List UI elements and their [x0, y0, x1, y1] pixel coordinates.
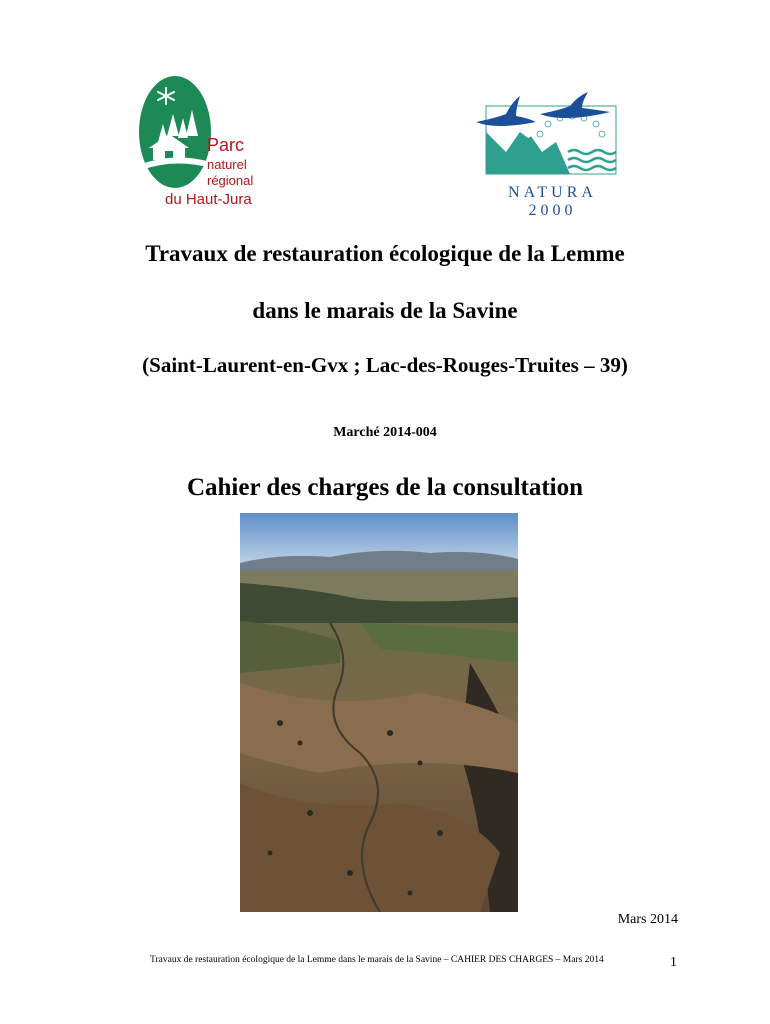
- page-footer: Travaux de restauration écologique de la Lemme dans le marais de la Savine – CAHIER DES CHARGES – Mars 2014: [150, 955, 604, 965]
- contract-number: Marché 2014-004: [333, 425, 437, 440]
- regional-word: régional: [207, 173, 254, 188]
- parc-haut-jura-logo: [135, 74, 255, 210]
- page-number: 1: [670, 955, 677, 970]
- location-line: (Saint-Laurent-en-Gvx ; Lac-des-Rouges-Truites – 39): [142, 353, 628, 377]
- document-title-line1: Travaux de restauration écologique de la Lemme: [145, 241, 625, 266]
- document-date: Mars 2014: [617, 912, 678, 927]
- document-subtitle: Cahier des charges de la consultation: [186, 474, 584, 501]
- haut-jura-word: du Haut-Jura: [165, 191, 252, 208]
- parc-word: Parc: [207, 135, 245, 155]
- naturel-word: naturel: [207, 157, 247, 172]
- document-title-line2: dans le marais de la Savine: [252, 298, 518, 323]
- natura-2000-text: NATURA 2000: [508, 184, 597, 219]
- aerial-marsh-photo: [240, 513, 518, 912]
- natura-2000-logo: [476, 92, 621, 219]
